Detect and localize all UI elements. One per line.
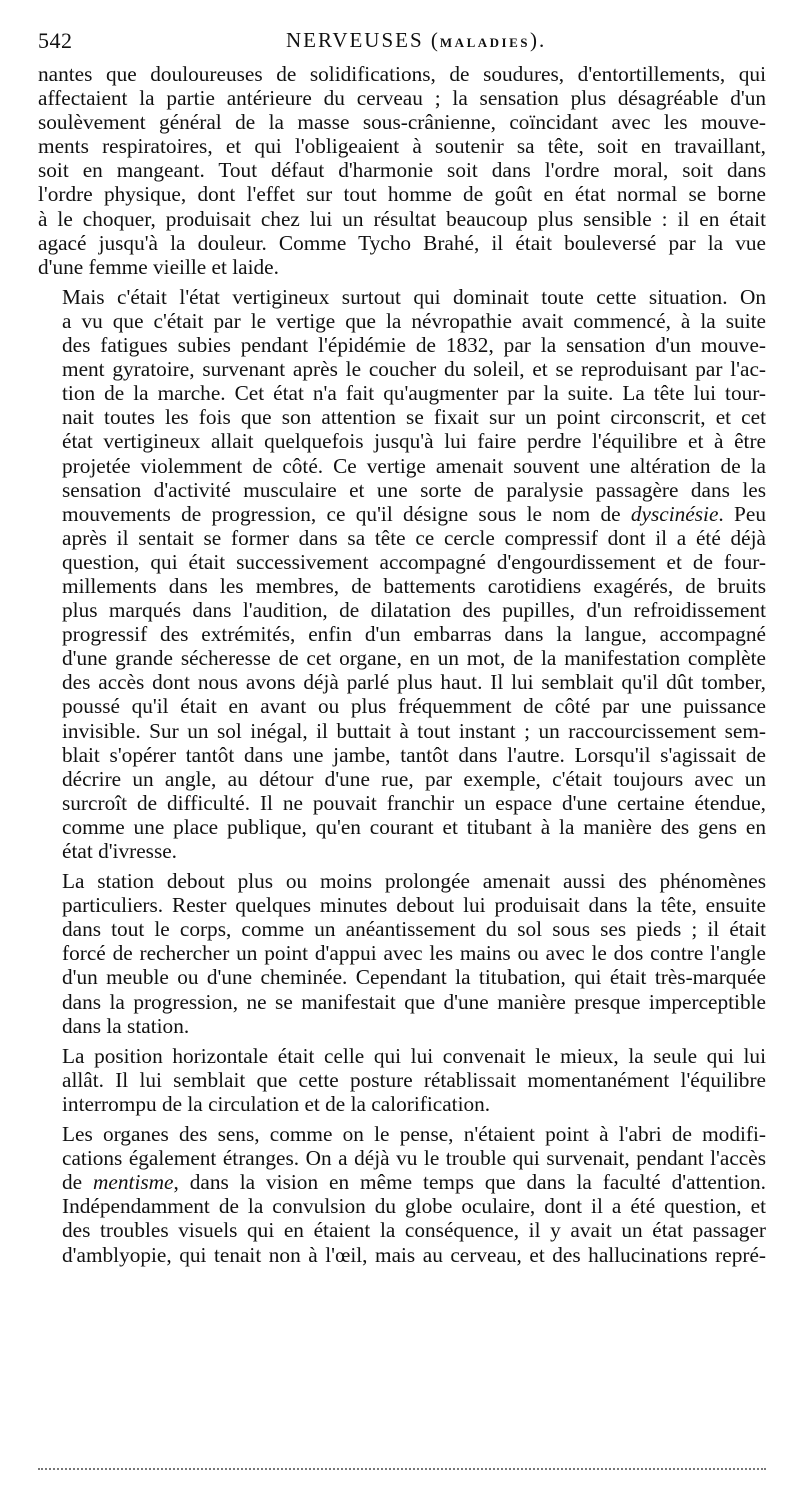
text-line: comme une place publique, qu'en courant et titubant à la manière des gens en <box>62 814 766 839</box>
text-line: interrompu de la circulation et de la calorification. <box>62 1091 491 1116</box>
text-line: d'une grande sécheresse de cet organe, en un mot, de la manifestation complète <box>62 646 766 671</box>
text-line: Les organes des sens, comme on le pense, n'étaient point à l'abri de modifi- <box>62 1122 766 1147</box>
italic-term: dyscinésie <box>630 501 719 526</box>
text-line: progressif des extrémités, enfin d'un embarras dans la langue, accompagné <box>62 622 766 647</box>
text-line: dans la station. <box>62 1013 190 1038</box>
text-line: blait s'opérer tantôt dans une jambe, tantôt dans l'autre. Lorsqu'il s'agissait de <box>62 742 766 767</box>
text-line: a vu que c'était par le vertige que la névropathie avait commencé, à la suite <box>62 308 766 333</box>
text-line: ments respiratoires, et qui l'obligeaient à soutenir sa tête, soit en travaillant, <box>38 134 766 159</box>
text-line: Indépendamment de la convulsion du globe oculaire, dont il a été question, et <box>62 1194 766 1219</box>
paragraph-4 <box>38 1044 766 1116</box>
text-line: ment gyratoire, survenant après le coucher du soleil, et se reproduisant par l'ac- <box>62 357 766 382</box>
text-line: millements dans les membres, de battements carotidiens exagérés, de bruits <box>62 573 766 598</box>
text-line: agacé jusqu'à la douleur. Comme Tycho Brahé, il était bouleversé par la vue <box>38 230 766 255</box>
text-line: surcroît de difficulté. Il ne pouvait franchir un espace d'une certaine étendue, <box>62 790 766 815</box>
text-line: cations également étranges. On a déjà vu le trouble qui survenait, pendant l'accès <box>62 1146 766 1171</box>
book-page <box>38 22 766 1267</box>
text-line: des troubles visuels qui en étaient la conséquence, il y avait un état passager <box>62 1218 766 1243</box>
running-title-main: NERVEUSES ( <box>286 28 440 52</box>
text-line: l'ordre physique, dont l'effet sur tout homme de goût en état normal se borne <box>38 182 766 207</box>
text-segment: . Peu <box>718 501 766 526</box>
page-number: 542 <box>38 28 73 53</box>
text-segment: mouvements de progression, ce qu'il désigne sous le nom de <box>62 501 631 526</box>
text-line: soulèvement général de la masse sous-crânienne, coïncidant avec les mouve- <box>38 110 766 135</box>
text-line: des accès dont nous avons déjà parlé plus haut. Il lui semblait qu'il dût tomber, <box>62 670 766 695</box>
text-line: plus marqués dans l'audition, de dilatation des pupilles, d'un refroidissement <box>62 598 766 623</box>
running-title-small: MALADIES <box>439 35 530 50</box>
italic-term: mentisme <box>93 1170 174 1195</box>
text-line: forcé de rechercher un point d'appui avec les mains ou avec le dos contre l'angle <box>62 941 766 966</box>
text-line: projetée violemment de côté. Ce vertige amenait souvent une altération de la <box>62 453 766 478</box>
text-line: à le choquer, produisait chez lui un résultat beaucoup plus sensible : il en était <box>38 206 766 231</box>
paragraph-1 <box>38 62 766 279</box>
text-line <box>38 1170 766 1194</box>
paragraph-5 <box>38 1122 766 1267</box>
text-line: d'amblyopie, qui tenait non à l'œil, mais au cerveau, et des hallucinations repré- <box>62 1242 766 1267</box>
text-line: allât. Il lui semblait que cette posture rétablissait momentanément l'équilibre <box>62 1067 766 1092</box>
footer-dotted-rule <box>38 1468 766 1470</box>
text-line: poussé qu'il était en avant ou plus fréquemment de côté par une puissance <box>62 694 766 719</box>
paragraph-3 <box>38 869 766 1038</box>
text-segment: de <box>62 1170 94 1195</box>
text-line: Mais c'était l'état vertigineux surtout qui dominait toute cette situation. On <box>62 284 766 309</box>
text-segment: , dans la vision en même temps que dans la faculté d'attention. <box>173 1170 766 1195</box>
text-line: état d'ivresse. <box>62 839 178 863</box>
text-line: nait toutes les fois que son attention se fixait sur un point circonscrit, et cet <box>62 405 766 430</box>
running-title <box>286 28 546 53</box>
text-line: invisible. Sur un sol inégal, il buttait à tout instant ; un raccourcissement sem- <box>62 718 766 743</box>
text-line: affectaient la partie antérieure du cerveau ; la sensation plus désagréable d'un <box>38 86 766 111</box>
text-line: question, qui était successivement accompagné d'engourdissement et de four- <box>62 549 766 574</box>
text-line: sensation d'activité musculaire et une sorte de paralysie passagère dans les <box>62 477 766 502</box>
running-header <box>38 22 766 62</box>
text-line: des fatigues subies pendant l'épidémie de 1832, par la sensation d'un mouve- <box>62 333 766 358</box>
text-line: dans tout le corps, comme un anéantissement du sol sous ses pieds ; il était <box>62 917 766 942</box>
text-line: d'une femme vieille et laide. <box>38 254 279 279</box>
paragraph-2 <box>38 285 766 863</box>
running-title-end: ). <box>529 28 547 52</box>
text-line <box>38 502 766 526</box>
text-line: dans la progression, ne se manifestait que d'une manière presque imperceptible <box>62 989 766 1014</box>
text-line: La station debout plus ou moins prolongée amenait aussi des phénomènes <box>62 869 766 894</box>
text-line: tion de la marche. Cet état n'a fait qu'augmenter par la suite. La tête lui tour- <box>62 381 766 406</box>
text-line: état vertigineux allait quelquefois jusqu'à lui faire perdre l'équilibre et à être <box>62 429 766 454</box>
body-text <box>38 62 766 1267</box>
text-line: d'un meuble ou d'une cheminée. Cependant la titubation, qui était très-marquée <box>62 965 766 990</box>
text-line: particuliers. Rester quelques minutes debout lui produisait dans la tête, ensuite <box>62 893 766 918</box>
text-line: soit en mangeant. Tout défaut d'harmonie soit dans l'ordre moral, soit dans <box>38 158 766 183</box>
text-line: après il sentait se former dans sa tête ce cercle compressif dont il a été déjà <box>62 525 766 550</box>
text-line: décrire un angle, au détour d'une rue, par exemple, c'était toujours avec un <box>62 766 766 791</box>
text-line: nantes que douloureuses de solidifications, de soudures, d'entortillements, qui <box>38 62 766 86</box>
text-line: La position horizontale était celle qui lui convenait le mieux, la seule qui lui <box>62 1043 766 1068</box>
